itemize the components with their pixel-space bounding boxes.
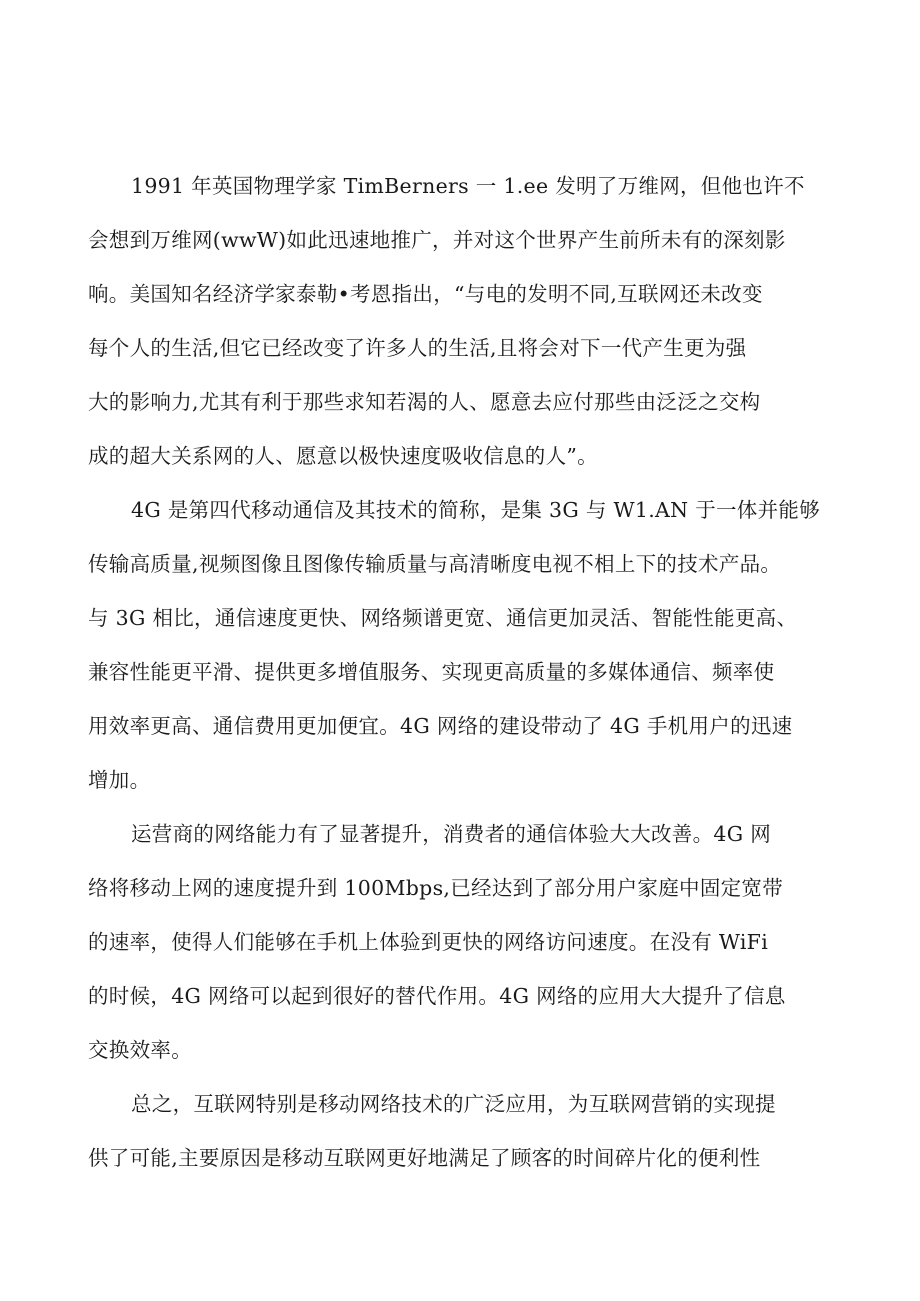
text-line: 会想到万维网(wwW)如此迅速地推广，并对这个世界产生前所未有的深刻影: [88, 228, 786, 252]
text-line: 运营商的网络能力有了显著提升，消费者的通信体验大大改善。4G 网: [131, 822, 772, 846]
text-line: 供了可能,主要原因是移动互联网更好地满足了顾客的时间碎片化的便利性: [88, 1146, 761, 1170]
text-line: 络将移动上网的速度提升到 100Mbps,已经达到了部分用户家庭中固定宽带: [88, 876, 784, 900]
text-line: 传输高质量,视频图像且图像传输质量与高清晰度电视不相上下的技术产品。: [88, 552, 782, 576]
text-line: 每个人的生活,但它已经改变了许多人的生活,且将会对下一代产生更为强: [88, 336, 747, 360]
text-line: 响。美国知名经济学家泰勒•考恩指出，“与电的发明不同,互联网还未改变: [88, 282, 763, 306]
text-line: 用效率更高、通信费用更加便宜。4G 网络的建设带动了 4G 手机用户的迅速: [88, 714, 793, 738]
text-line: 大的影响力,尤其有利于那些求知若渴的人、愿意去应付那些由泛泛之交构: [88, 390, 761, 414]
text-line: 总之，互联网特别是移动网络技术的广泛应用，为互联网营销的实现提: [131, 1092, 776, 1116]
text-line: 交换效率。: [88, 1038, 192, 1062]
text-line: 4G 是第四代移动通信及其技术的简称，是集 3G 与 W1.AN 于一体并能够: [131, 498, 820, 522]
text-line: 兼容性能更平滑、提供更多增值服务、实现更高质量的多媒体通信、频率使: [88, 660, 775, 684]
text-line: 1991 年英国物理学家 TimBerners 一 1.ee 发明了万维网，但他也许不: [131, 174, 805, 198]
text-line: 增加。: [88, 768, 151, 792]
text-line: 的速率，使得人们能够在手机上体验到更快的网络访问速度。在没有 WiFi: [88, 930, 769, 954]
text-line: 与 3G 相比，通信速度更快、网络频谱更宽、通信更加灵活、智能性能更高、: [88, 606, 798, 630]
text-line: 成的超大关系网的人、愿意以极快速度吸收信息的人”。: [88, 444, 598, 468]
text-line: 的时候，4G 网络可以起到很好的替代作用。4G 网络的应用大大提升了信息: [88, 984, 786, 1008]
